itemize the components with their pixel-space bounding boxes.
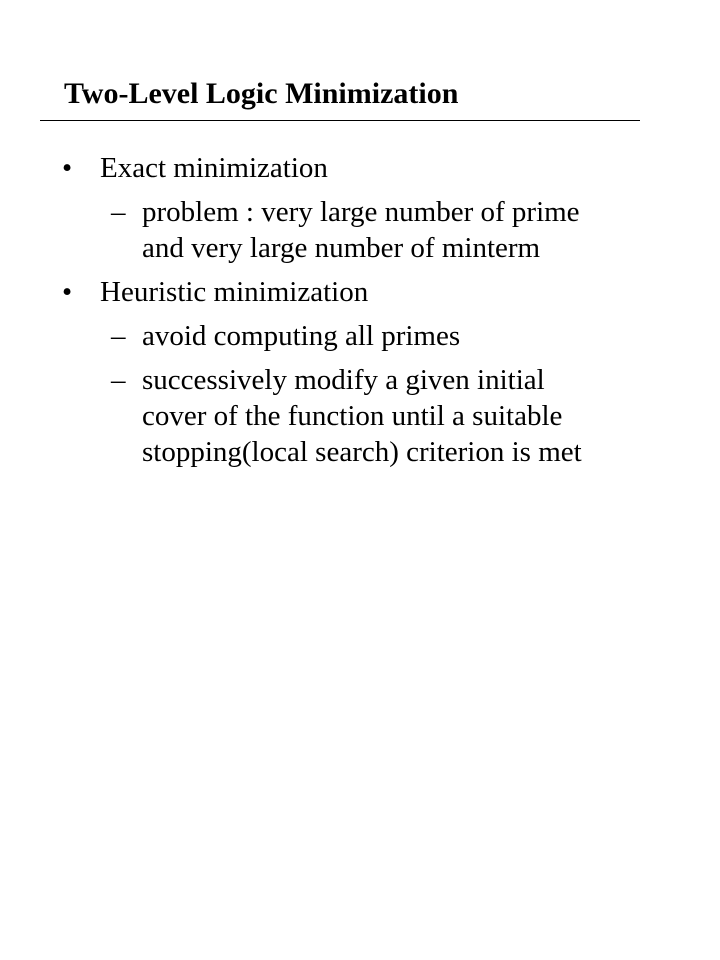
bullet-marker: • xyxy=(62,276,73,308)
bullet-text: Exact minimization xyxy=(100,152,328,184)
subitem-modify-cover xyxy=(0,362,720,470)
subitem-marker: – xyxy=(111,196,126,228)
subitem-text: successively modify a given initial cover of the function until a suitable stopping(local search) criterion is met xyxy=(142,364,582,468)
title-divider xyxy=(40,120,640,121)
bullet-list xyxy=(0,150,720,478)
subitem-text: avoid computing all primes xyxy=(142,320,461,352)
slide-title: Two-Level Logic Minimization xyxy=(64,77,459,110)
subitem-problem xyxy=(0,194,720,266)
bullet-exact-minimization xyxy=(0,150,720,266)
bullet-heuristic-minimization xyxy=(0,274,720,470)
subitem-avoid-primes xyxy=(0,318,720,354)
subitem-marker: – xyxy=(111,364,126,396)
subitem-text: problem : very large number of prime and very large number of minterm xyxy=(142,196,580,264)
bullet-marker: • xyxy=(62,152,73,184)
exact-minimization-subitems xyxy=(0,194,720,266)
bullet-text: Heuristic minimization xyxy=(100,276,369,308)
subitem-marker: – xyxy=(111,320,126,352)
heuristic-minimization-subitems xyxy=(0,318,720,470)
